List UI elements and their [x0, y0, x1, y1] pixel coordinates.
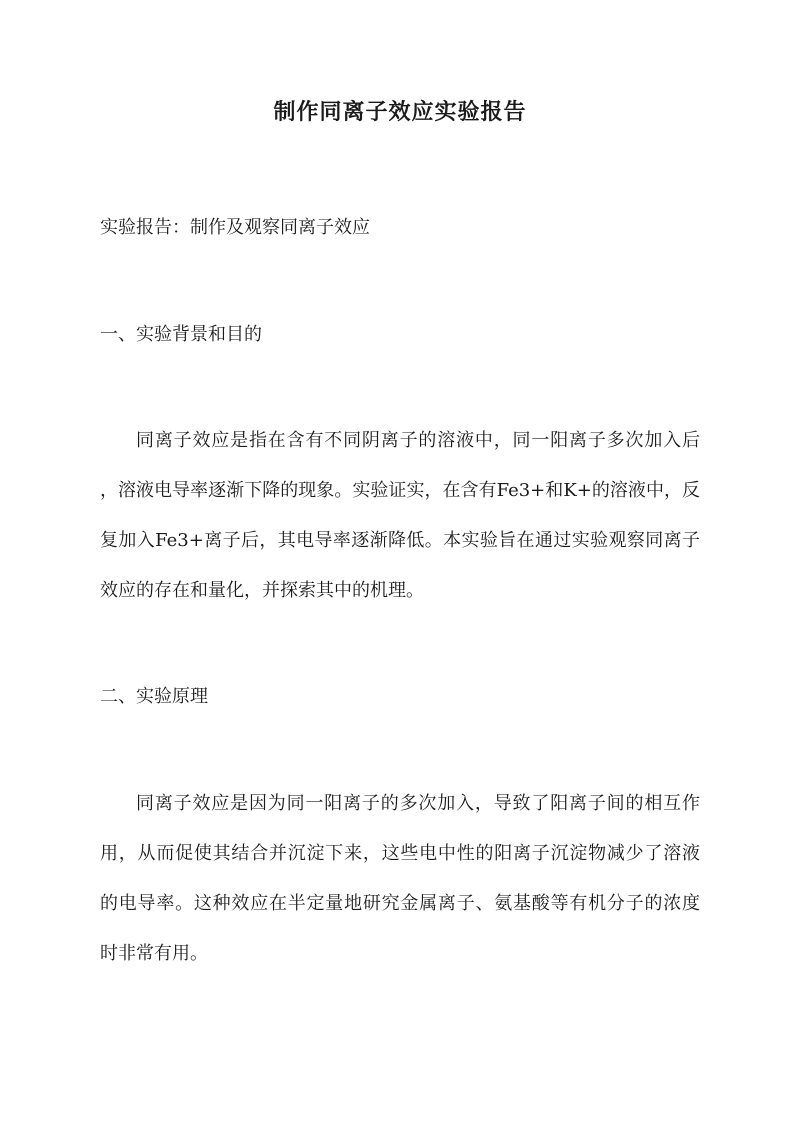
paragraph-line: ，溶液电导率逐渐下降的现象。实验证实，在含有Fe3+和K+的溶液中，反	[100, 480, 700, 501]
section-paragraph-principle	[100, 791, 700, 991]
paragraph-line: 同离子效应是因为同一阳离子的多次加入，导致了阳离子间的相互作	[136, 793, 700, 814]
section-heading-principle: 二、实验原理	[100, 686, 208, 707]
section-paragraph-background	[100, 428, 700, 628]
paragraph-line: 时非常有用。	[100, 943, 208, 964]
paragraph-line: 复加入Fe3+离子后，其电导率逐渐降低。本实验旨在通过实验观察同离子	[100, 530, 700, 551]
section-heading-background: 一、实验背景和目的	[100, 324, 262, 345]
report-subtitle: 实验报告：制作及观察同离子效应	[100, 217, 370, 238]
paragraph-line: 的电导率。这种效应在半定量地研究金属离子、氨基酸等有机分子的浓度	[100, 893, 700, 914]
paragraph-line: 效应的存在和量化，并探索其中的机理。	[100, 580, 424, 601]
paragraph-line: 用，从而促使其结合并沉淀下来，这些电中性的阳离子沉淀物减少了溶液	[100, 843, 700, 864]
document-title: 制作同离子效应实验报告	[273, 99, 527, 125]
paragraph-line: 同离子效应是指在含有不同阴离子的溶液中，同一阳离子多次加入后	[136, 430, 700, 451]
